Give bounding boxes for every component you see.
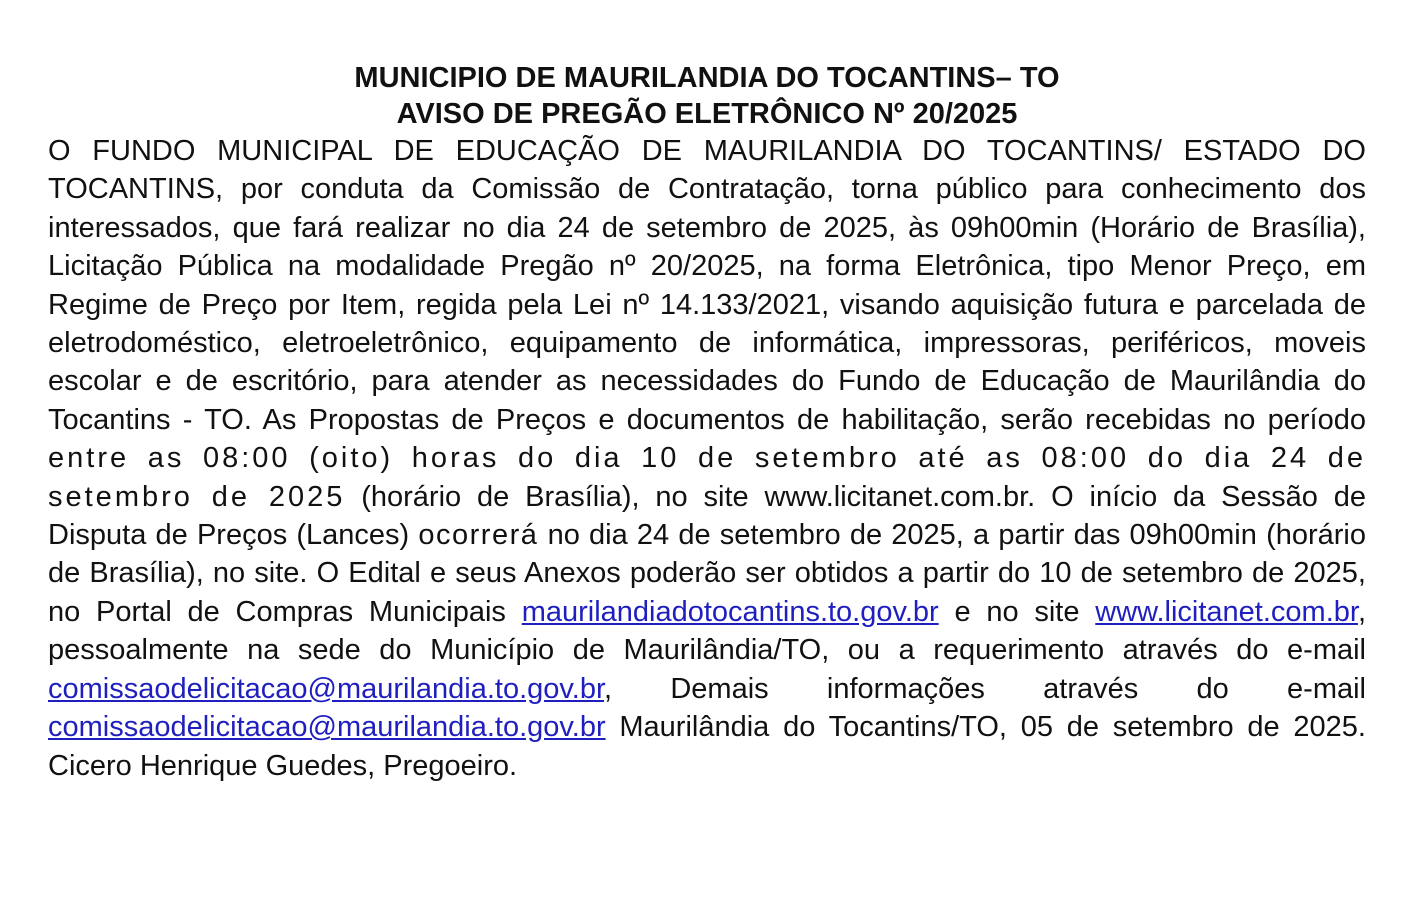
notice-body bbox=[48, 132, 1366, 785]
body-text-part: Maurilândia do Tocantins/TO, 05 de setembro de 2025. Cicero Henrique Guedes, Pregoeiro. bbox=[48, 711, 1366, 782]
licitanet-link[interactable]: www.licitanet.com.br bbox=[1095, 595, 1358, 628]
body-text-part: e no site bbox=[938, 595, 1096, 628]
document-title: MUNICIPIO DE MAURILANDIA DO TOCANTINS– TO bbox=[354, 62, 1060, 94]
portal-link[interactable]: maurilandiadotocantins.to.gov.br bbox=[521, 595, 939, 628]
body-text-part: , Demais informações através do e-mail bbox=[604, 672, 1366, 705]
body-text-spaced: entre as 08:00 (oito) horas do dia 10 de setembro até as 08:00 do dia 24 de setembro de 2025 bbox=[48, 442, 1366, 513]
body-text-spaced: ocorrerá bbox=[418, 519, 539, 552]
notice-document bbox=[48, 60, 1366, 785]
body-text-part: O FUNDO MUNICIPAL DE EDUCAÇÃO DE MAURILANDIA DO TOCANTINS/ ESTADO DO TOCANTINS, por conduta da Comissão de Contratação, torna público para conhecimento dos interessados, que fará realizar no dia 24 de setembro de 2025, às 09h00min (Horário de Brasília), Licitação Pública na modalidade Pregão nº 20/2025, na forma Eletrônica, tipo Menor Preço, em Regime de Preço por Item, regida pela Lei nº 14.133/2021, visando aquisição futura e parcelada de eletrodoméstico, eletroeletrônico, equipamento de informática, impressoras, periféricos, moveis escolar e de escritório, para atender as necessidades do Fundo de Educação de Maurilândia do Tocantins - TO. As Propostas de Preços e documentos de habilitação, serão recebidas no período bbox=[48, 135, 1366, 436]
body-text-part: (horário de Brasília), no site www.licitanet.com.br. O início da Sessão de Disputa de Preços (Lances) bbox=[48, 480, 1366, 552]
body-text-part: no dia 24 de setembro de 2025, a partir das 09h00min (horário de Brasília), no site. O Edital e seus Anexos poderão ser obtidos a partir do 10 de setembro de 2025, no Portal de Compras Municipais bbox=[48, 519, 1366, 628]
document-subtitle: AVISO DE PREGÃO ELETRÔNICO Nº 20/2025 bbox=[396, 98, 1018, 130]
email-link[interactable]: comissaodelicitacao@maurilandia.to.gov.br bbox=[48, 672, 605, 705]
email-link[interactable]: comissaodelicitacao@maurilandia.to.gov.br bbox=[48, 711, 606, 744]
body-text-part: , pessoalmente na sede do Município de Maurilândia/TO, ou a requerimento através do e-mail bbox=[48, 595, 1367, 667]
